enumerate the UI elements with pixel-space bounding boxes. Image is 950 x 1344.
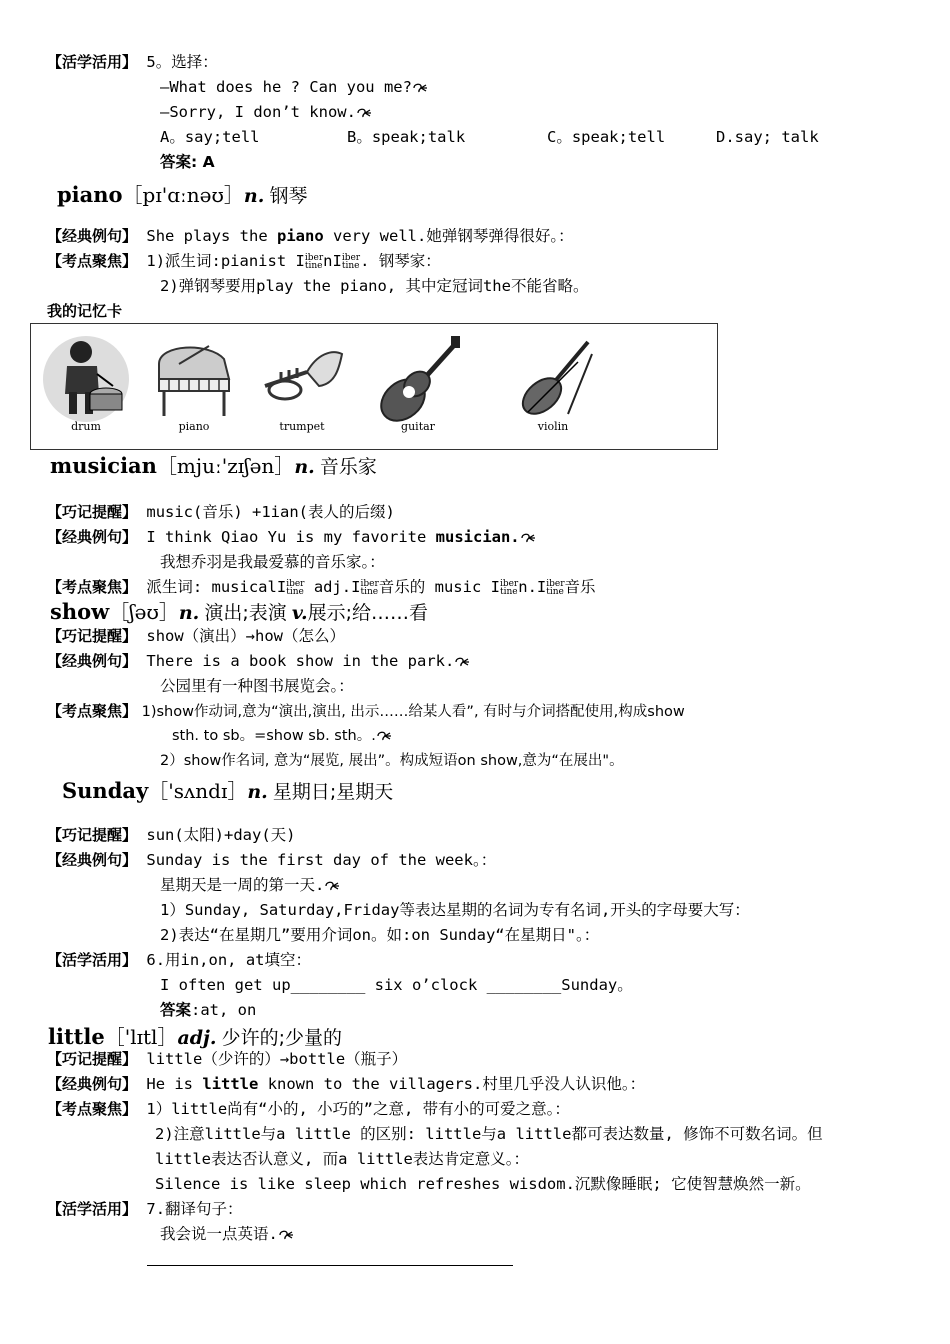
section-tag: 【经典例句】 [47,1075,138,1093]
answer: 答案: A [160,153,215,171]
section-tag: 【经典例句】 [47,528,138,546]
drum-image [41,334,131,424]
headword-show: show［ʃəʊ］n. 演出;表演 v.展示;给……看 [50,599,429,624]
key-point: 1)派生词:pianist Iiber tinenIiber tine. 钢琴家： [146,252,441,271]
section-tag: 【经典例句】 [47,851,138,869]
memory-tip: little（少许的）→bottle（瓶子） [146,1050,408,1068]
headword-sunday: Sunday［'sʌndɪ］n. 星期日;星期天 [62,778,394,803]
trumpet-image [257,334,347,424]
option-a: A。say;tell [160,128,260,146]
memory-card [30,323,718,450]
section-tag: 【考点聚焦】 [47,578,138,596]
section-tag: 【活学活用】 [47,1200,138,1218]
caption-guitar: guitar [401,420,435,433]
example-translation: 星期天是一周的第一天. [160,876,325,894]
key-point: 2)表达“在星期几”要用介词on。如:on Sunday“在星期日"。： [160,926,600,944]
example-sentence: He is little known to the villagers.村里几乎没人认识他。： [146,1075,646,1093]
example-sentence: Sunday is the first day of the week。： [146,851,497,869]
exercise-title: 7.翻译句子： [146,1200,243,1218]
caption-piano: piano [178,420,210,433]
audio-icon [376,730,392,742]
section-tag: 【考点聚焦】 [47,702,138,720]
key-point: 2)弹钢琴要用play the piano, 其中定冠词the不能省略。 [160,277,589,295]
answer-line[interactable] [147,1265,513,1266]
translate-prompt: 我会说一点英语. [160,1225,278,1243]
dialog-line: —What does he ? Can you me? [160,78,412,96]
headword-piano: piano［pɪ'ɑːnəʊ］n. 钢琴 [57,182,308,207]
option-d: D.say; talk [716,128,819,146]
section-tag: 【活学活用】 [47,951,138,969]
key-point: 派生词: musicalIiber tine adj.Iiber tine音乐的 music Iiber tinen.Iiber tine音乐 [146,578,596,597]
audio-icon [324,880,340,892]
headword-musician: musician［mjuː'zɪʃən］n. 音乐家 [50,453,377,478]
caption-violin: violin [537,420,569,433]
violin-image [508,334,598,424]
answer: 答案:at, on [160,1001,257,1019]
section-tag: 【巧记提醒】 [47,1050,138,1068]
example-sentence: There is a book show in the park. [146,652,455,670]
exercise-title: 5。选择： [146,53,218,71]
key-point: 2）show作名词, 意为“展览, 展出”。构成短语on show,意为“在展出"。 [160,753,624,769]
section-tag: 【巧记提醒】 [47,627,138,645]
key-point: 1)show作动词,意为“演出,演出, 出示……给某人看”, 有时与介词搭配使用,构成show [141,704,685,720]
memory-card-title: 我的记忆卡 [47,302,123,320]
audio-icon [520,532,536,544]
example-sentence: I think Qiao Yu is my favorite musician. [146,528,520,546]
audio-icon [356,107,372,119]
audio-icon [412,82,428,94]
section-tag: 【考点聚焦】 [47,252,138,270]
key-point: Silence is like sleep which refreshes wisdom.沉默像睡眠; 它使智慧焕然一新。 [155,1175,811,1193]
audio-icon [454,656,470,668]
key-point: 1）little尚有“小的, 小巧的”之意, 带有小的可爱之意。： [146,1100,570,1118]
section-tag: 【经典例句】 [47,652,138,670]
key-point: 2)注意little与a little 的区别: little与a little都可表达数量, 修饰不可数名词。但 [155,1125,823,1143]
headword-little: little［'lɪtl］adj. 少许的;少量的 [48,1024,343,1049]
key-point: little表达否认意义, 而a little表达肯定意义。： [155,1150,530,1168]
memory-tip: show（演出）→how（怎么） [146,627,346,645]
example-translation: 我想乔羽是我最爱慕的音乐家。： [160,553,385,571]
memory-tip: music(音乐) +1ian(表人的后缀) [146,503,395,521]
fill-blank-line: I often get up________ six o’clock ________Sunday。 [160,976,633,994]
audio-icon [278,1229,294,1241]
key-point: sth. to sb。=show sb. sth。. [172,728,376,744]
key-point: 1）Sunday, Saturday,Friday等表达星期的名词为专有名词,开头的字母要大写： [160,901,750,919]
section-tag: 【活学活用】 [47,53,138,71]
section-tag: 【考点聚焦】 [47,1100,138,1118]
section-tag: 【经典例句】 [47,227,138,245]
option-c: C。speak;tell [547,128,666,146]
memory-tip: sun(太阳)+day(天) [146,826,296,844]
caption-trumpet: trumpet [279,420,325,433]
guitar-image [373,334,463,424]
exercise-title: 6.用in,on, at填空： [146,951,312,969]
example-translation: 公园里有一种图书展览会。： [160,677,354,695]
example-sentence: She plays the piano very well.她弹钢琴弹得很好。： [146,227,574,245]
option-b: B。speak;talk [347,128,466,146]
dialog-line: —Sorry, I don’t know. [160,103,356,121]
section-tag: 【巧记提醒】 [47,503,138,521]
caption-drum: drum [71,420,101,433]
section-tag: 【巧记提醒】 [47,826,138,844]
piano-image [149,334,239,424]
